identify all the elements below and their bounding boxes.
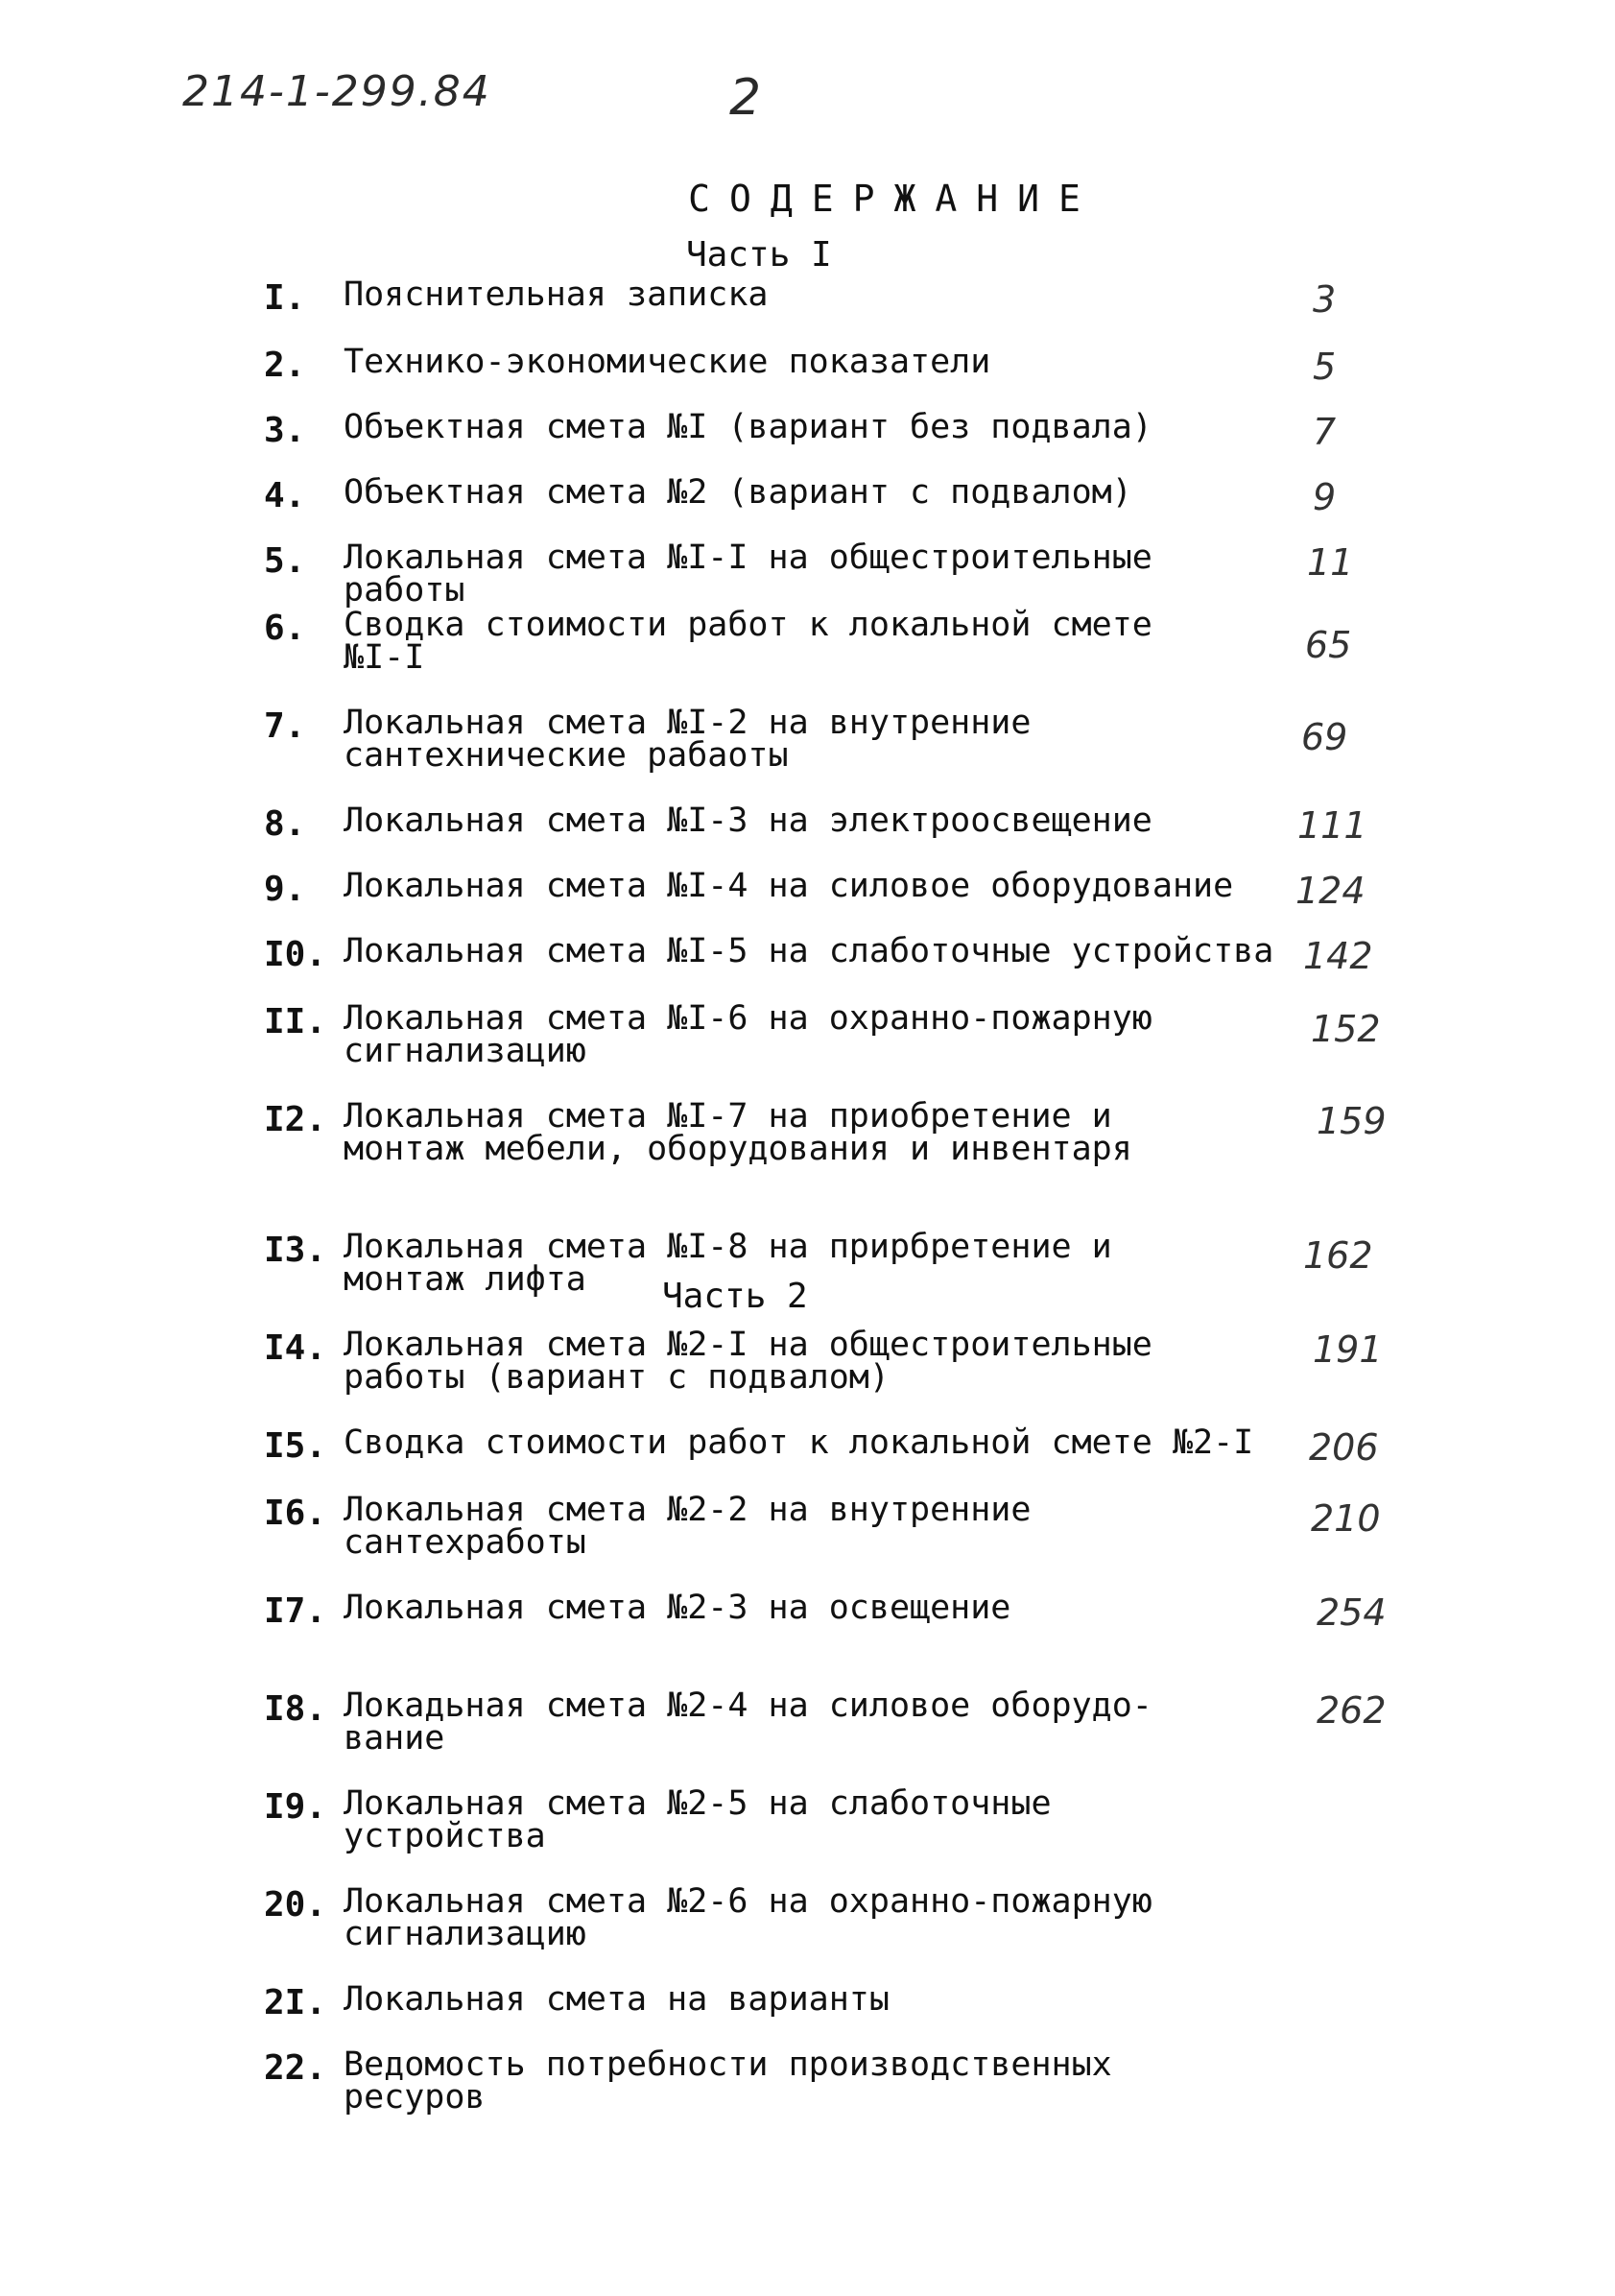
entry-number: I2. [264, 1100, 327, 1139]
entry-number: 2. [264, 346, 306, 385]
entry-title: Локальная смета №2-I на общестроительные работы (вариант с подвалом) [344, 1326, 1152, 1397]
entry-page: 262 [1317, 1689, 1387, 1732]
entry-title: Локальная смета №2-5 на слаботочные устройства [344, 1784, 1052, 1855]
entry-page: 254 [1317, 1591, 1387, 1634]
document-code: 214-1-299.84 [182, 67, 491, 116]
entry-page: 152 [1311, 1008, 1381, 1050]
entry-page: 124 [1295, 870, 1366, 912]
part-1-label: Часть I [686, 235, 832, 275]
entry-number: I8. [264, 1689, 327, 1729]
entry-number: 6. [264, 609, 306, 648]
entry-title: Локальная смета №I-8 на прирбретение и монтаж лифта [344, 1228, 1112, 1299]
entry-number: II. [264, 1002, 327, 1041]
page-number: 2 [729, 69, 762, 127]
entry-number: I0. [264, 935, 327, 974]
entry-page: 162 [1303, 1234, 1373, 1277]
entry-number: I9. [264, 1787, 327, 1827]
entry-page: 191 [1313, 1328, 1383, 1371]
entry-page: 7 [1313, 411, 1337, 453]
entry-page: 69 [1301, 716, 1348, 758]
entry-page: 142 [1303, 935, 1373, 977]
entry-page: 210 [1311, 1497, 1381, 1540]
entry-number: I6. [264, 1494, 327, 1533]
entry-title: Пояснительная записка [344, 275, 769, 314]
entry-page: 65 [1305, 624, 1352, 666]
entry-title: Локальная смета №I-I на общестроительные работы [344, 538, 1152, 610]
entry-number: 2I. [264, 1983, 327, 2022]
entry-page: 3 [1313, 278, 1337, 321]
entry-title: Локальная смета №2-2 на внутренние сантехработы [344, 1491, 1032, 1562]
entry-number: 5. [264, 541, 306, 581]
entry-title: Сводка стоимости работ к локальной смете №2-I [344, 1423, 1254, 1462]
entry-title: Локальная смета на варианты [344, 1980, 890, 2019]
entry-title: Технико-экономические показатели [344, 343, 991, 381]
part-2-label: Часть 2 [662, 1277, 808, 1316]
entry-title: Локальная смета №I-6 на охранно-пожарную сигнализацию [344, 999, 1152, 1070]
entry-page: 5 [1313, 346, 1337, 388]
entry-number: I. [264, 278, 306, 318]
entry-page: 206 [1309, 1426, 1379, 1469]
entry-title: Локальная смета №2-3 на освещение [344, 1589, 1011, 1627]
entry-title: Локадьная смета №2-4 на силовое оборудо- вание [344, 1686, 1152, 1758]
entry-title: Локальная смета №I-2 на внутренние сантехнические рабаоты [344, 704, 1032, 775]
entry-number: I5. [264, 1426, 327, 1466]
entry-page: 11 [1307, 541, 1354, 584]
entry-title: Объектная смета №2 (вариант с подвалом) [344, 473, 1132, 512]
entry-number: 9. [264, 870, 306, 909]
entry-title: Локальная смета №I-4 на силовое оборудование [344, 867, 1234, 905]
entry-number: 20. [264, 1885, 327, 1925]
entry-title: Локальная смета №I-5 на слаботочные устройства [344, 932, 1274, 970]
entry-title: Объектная смета №I (вариант без подвала) [344, 408, 1152, 446]
entry-page: 159 [1317, 1100, 1387, 1142]
entry-number: I3. [264, 1231, 327, 1270]
entry-title: Ведомость потребности производственных ресуров [344, 2045, 1112, 2117]
entry-page: 111 [1297, 804, 1367, 847]
entry-number: 8. [264, 804, 306, 844]
entry-title: Локальная смета №I-3 на электроосвещение [344, 801, 1152, 840]
entry-number: 3. [264, 411, 306, 450]
entry-number: 22. [264, 2048, 327, 2088]
entry-number: I7. [264, 1591, 327, 1631]
entry-number: I4. [264, 1328, 327, 1368]
entry-number: 7. [264, 706, 306, 746]
entry-number: 4. [264, 476, 306, 515]
entry-title: Локальная смета №I-7 на приобретение и монтаж мебели, оборудования и инвентаря [344, 1097, 1132, 1168]
contents-heading: СОДЕРЖАНИЕ [688, 178, 1100, 220]
entry-title: Локальная смета №2-6 на охранно-пожарную сигнализацию [344, 1882, 1152, 1953]
entry-title: Сводка стоимости работ к локальной смете №I-I [344, 606, 1152, 677]
entry-page: 9 [1313, 476, 1337, 518]
